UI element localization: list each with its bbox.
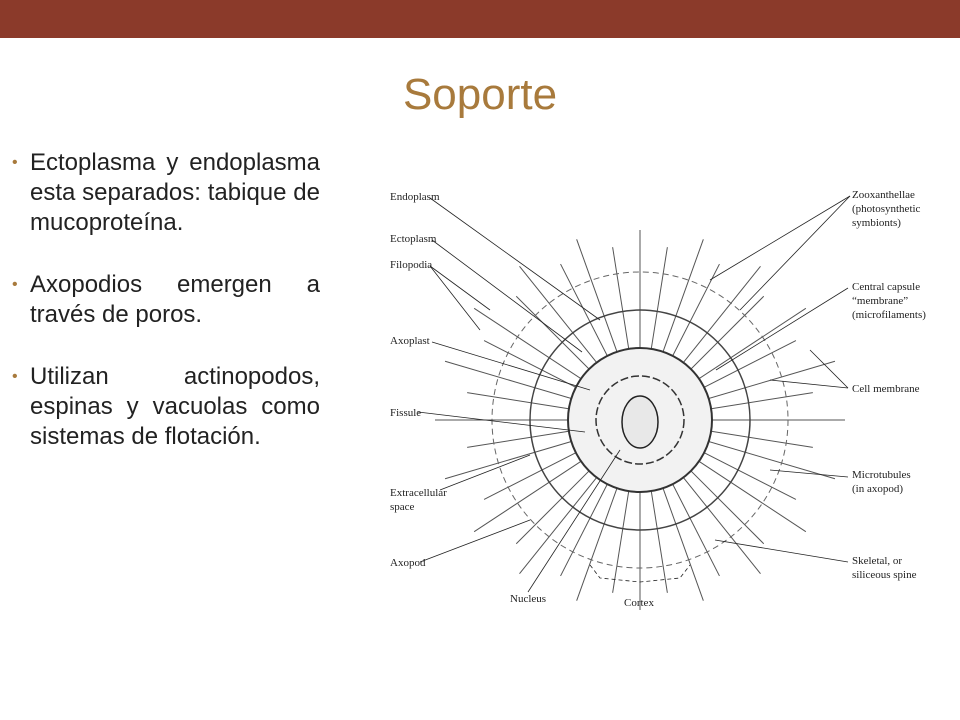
bullet-dot-icon: • xyxy=(12,368,18,385)
label-extracellular-2: space xyxy=(390,501,415,513)
label-nucleus: Nucleus xyxy=(510,593,547,605)
nucleus-shape xyxy=(622,396,658,448)
label-zoox-1: Zooxanthellae xyxy=(852,189,915,201)
label-capsule-3: (microfilaments) xyxy=(852,309,926,321)
label-skeletal-2: siliceous spine xyxy=(852,569,917,581)
radiolarian-svg xyxy=(370,170,950,620)
label-ectoplasm: Ectoplasm xyxy=(390,233,437,245)
label-cell-membrane: Cell membrane xyxy=(852,383,920,395)
label-axoplast: Axoplast xyxy=(390,335,430,347)
bullet-item: • Utilizan actinopodos, espinas y vacuolas como sistemas de flotación. xyxy=(12,363,320,450)
label-filopodia: Filopodia xyxy=(390,259,433,271)
label-zoox-3: symbionts) xyxy=(852,217,901,229)
label-endoplasm: Endoplasm xyxy=(390,191,440,203)
bullet-dot-icon: • xyxy=(12,276,18,293)
label-microtubules-2: (in axopod) xyxy=(852,483,904,495)
label-axopod: Axopod xyxy=(390,557,426,569)
label-microtubules-1: Microtubules xyxy=(852,469,911,481)
label-skeletal-1: Skeletal, or xyxy=(852,555,903,567)
bullet-dot-icon: • xyxy=(12,154,18,171)
bullet-item: • Axopodios emergen a través de poros. xyxy=(12,271,320,328)
label-capsule-2: “membrane” xyxy=(852,295,909,307)
slide-title: Soporte xyxy=(402,70,558,119)
bullet-list xyxy=(8,148,320,484)
label-capsule-1: Central capsule xyxy=(852,281,921,293)
label-zoox-2: (photosynthetic xyxy=(852,203,921,215)
label-fissule: Fissule xyxy=(390,407,422,419)
radiolarian-diagram xyxy=(370,170,950,620)
label-cortex: Cortex xyxy=(624,597,654,609)
top-bar xyxy=(0,0,960,38)
label-extracellular-1: Extracellular xyxy=(390,487,447,499)
bullet-item: • Ectoplasma y endoplasma esta separados: tabique de mucoproteína. xyxy=(12,149,320,236)
